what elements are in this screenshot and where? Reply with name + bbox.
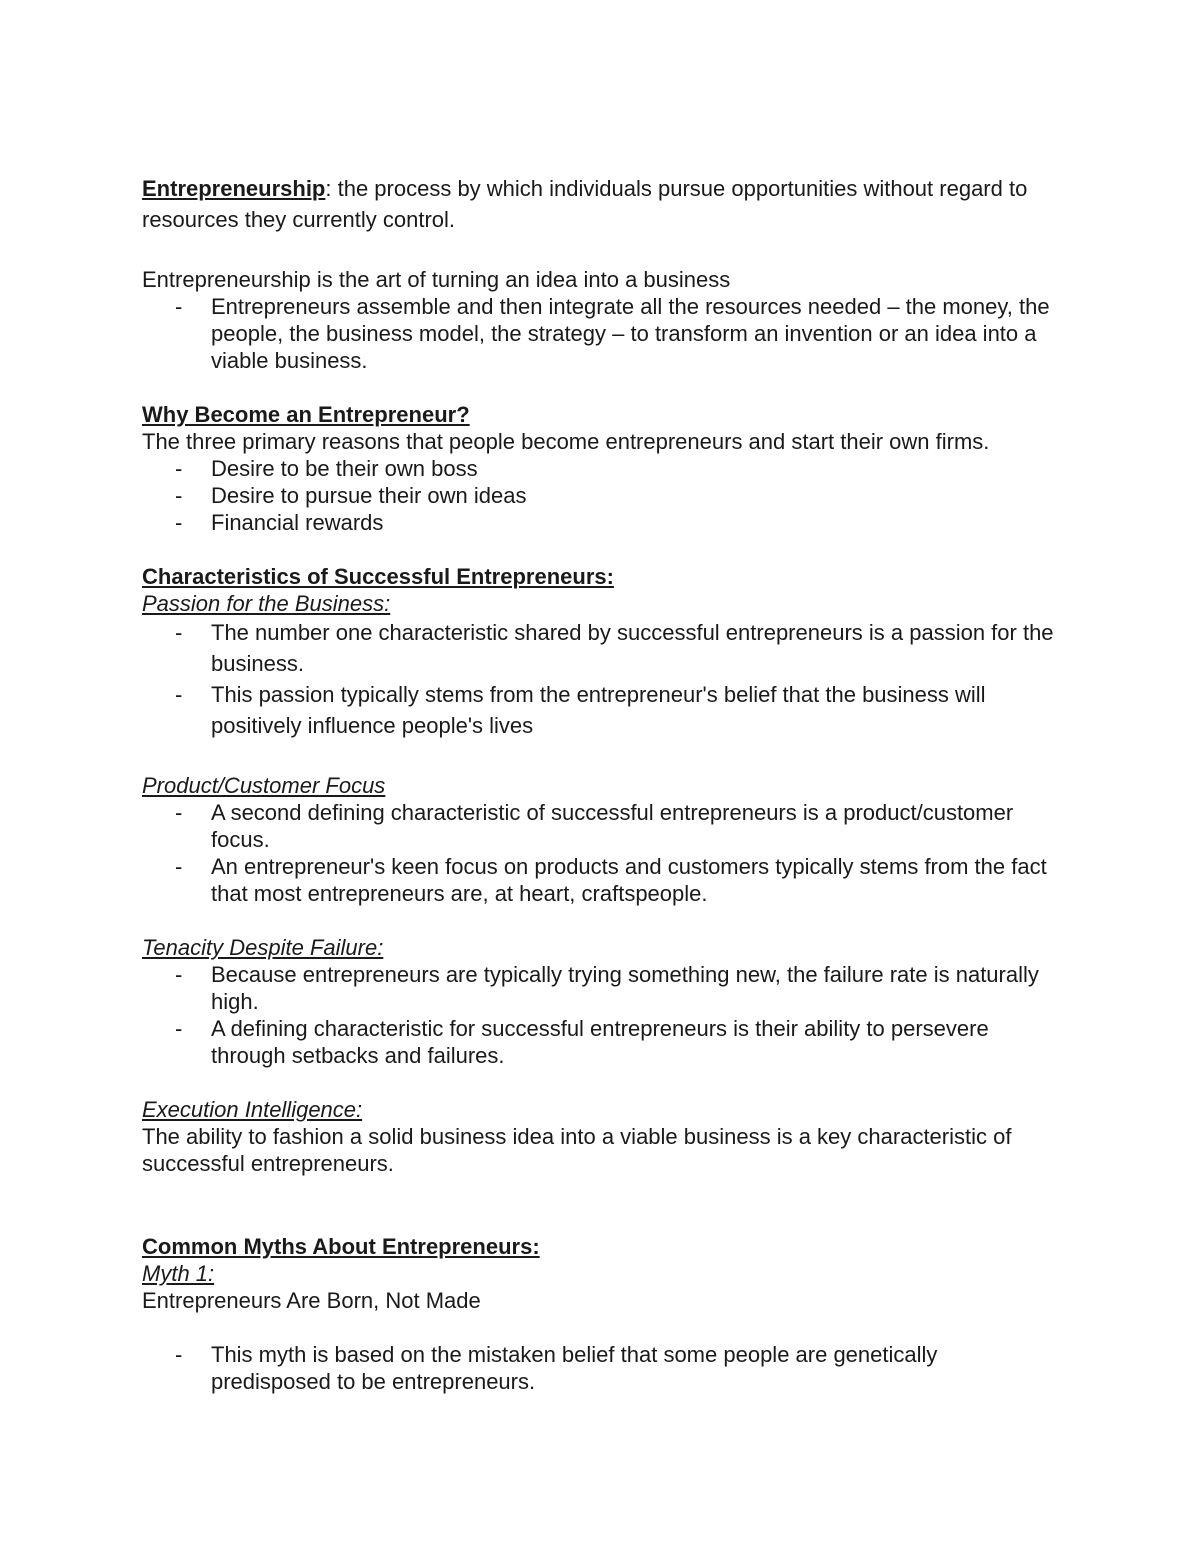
subheading-passion: Passion for the Business: — [142, 591, 391, 616]
passion-bullet-list — [142, 617, 1062, 741]
why-bullet-list — [142, 455, 1062, 536]
definition-text: : the process by which individuals pursue opportunities without regard to resources they currently control. — [142, 176, 1028, 232]
subheading-product-focus: Product/Customer Focus — [142, 773, 386, 798]
list-item: - Desire to pursue their own ideas — [175, 483, 527, 508]
bullet-dash: - — [175, 456, 183, 481]
section-heading-why: Why Become an Entrepreneur? — [142, 402, 470, 427]
list-item: - Financial rewards — [175, 510, 384, 535]
bullet-dash: - — [175, 682, 183, 707]
list-item: - Because entrepreneurs are typically trying something new, the failure rate is naturally high. — [175, 962, 1039, 1014]
bullet-dash: - — [175, 1342, 183, 1367]
definition-term: Entrepreneurship — [142, 176, 326, 201]
list-item: - This myth is based on the mistaken belief that some people are genetically predisposed to be entrepreneurs. — [175, 1342, 938, 1394]
list-item: - Desire to be their own boss — [175, 456, 478, 481]
list-item: - This passion typically stems from the entrepreneur's belief that the business will positively influence people's lives — [142, 679, 1062, 741]
list-item: - A second defining characteristic of successful entrepreneurs is a product/customer focus. — [175, 800, 1014, 852]
list-item: - A defining characteristic for successful entrepreneurs is their ability to persevere through setbacks and failures. — [175, 1016, 989, 1068]
intro-bullet-list — [142, 293, 1062, 374]
subheading-tenacity: Tenacity Despite Failure: — [142, 935, 384, 960]
tenacity-bullet-list — [142, 961, 1062, 1069]
bullet-dash: - — [175, 483, 183, 508]
myth-1-bullet-list — [142, 1341, 1062, 1395]
execution-text: The ability to fashion a solid business idea into a viable business is a key characteristic of successful entrepreneurs. — [142, 1124, 1012, 1176]
section-heading-characteristics: Characteristics of Successful Entrepreneurs: — [142, 564, 614, 589]
list-item: - An entrepreneur's keen focus on products and customers typically stems from the fact that most entrepreneurs are, at heart, craftspeople. — [175, 854, 1047, 906]
bullet-dash: - — [175, 854, 183, 879]
subheading-execution: Execution Intelligence: — [142, 1097, 363, 1122]
bullet-dash: - — [175, 962, 183, 987]
bullet-dash: - — [175, 294, 183, 319]
why-intro: The three primary reasons that people become entrepreneurs and start their own firms. — [142, 429, 990, 454]
intro-statement: Entrepreneurship is the art of turning an idea into a business — [142, 267, 731, 292]
list-item: - Entrepreneurs assemble and then integrate all the resources needed – the money, the people, the business model, the strategy – to transform an invention or an idea into a viable business. — [175, 294, 1050, 373]
bullet-dash: - — [175, 620, 183, 645]
product-bullet-list — [142, 799, 1062, 907]
bullet-dash: - — [175, 1016, 183, 1041]
document-page — [142, 173, 1062, 1395]
bullet-dash: - — [175, 510, 183, 535]
myth-1-statement: Entrepreneurs Are Born, Not Made — [142, 1288, 481, 1313]
section-heading-myths: Common Myths About Entrepreneurs: — [142, 1234, 540, 1259]
list-item: - The number one characteristic shared by successful entrepreneurs is a passion for the business. — [142, 617, 1062, 679]
subheading-myth-1: Myth 1: — [142, 1261, 215, 1286]
definition-paragraph — [142, 173, 1062, 235]
bullet-dash: - — [175, 800, 183, 825]
